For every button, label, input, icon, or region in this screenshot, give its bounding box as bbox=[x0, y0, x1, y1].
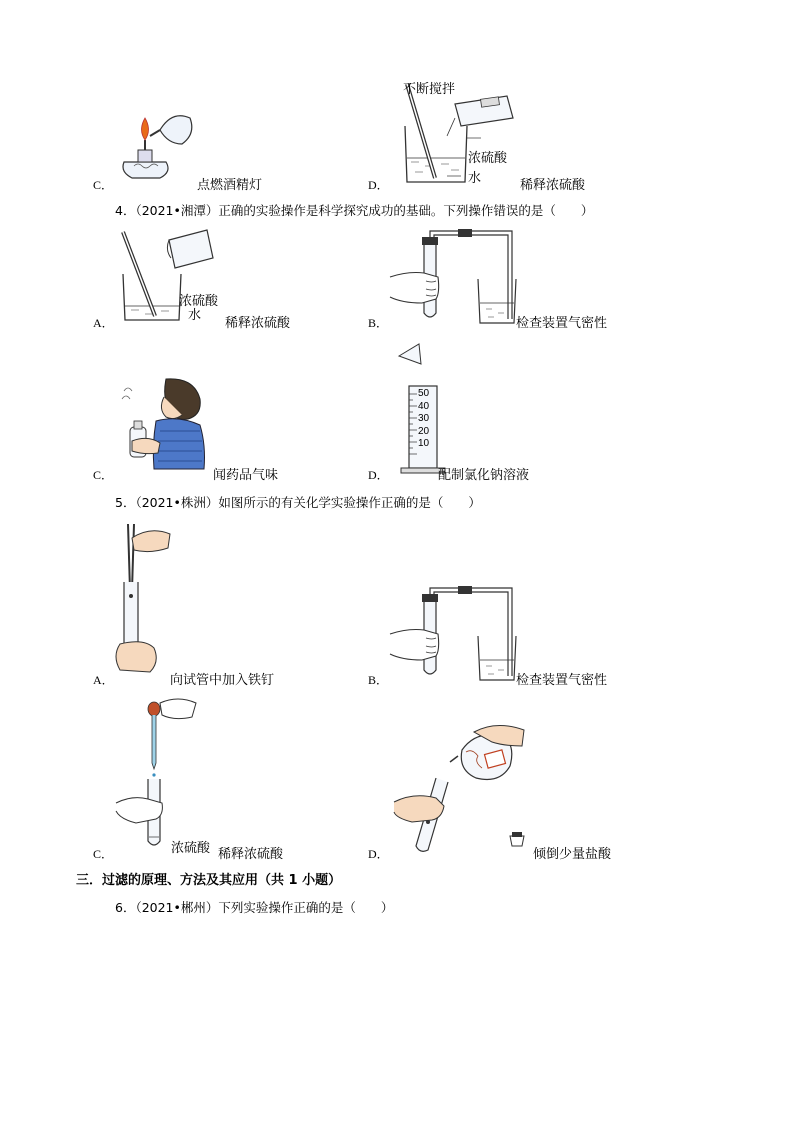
cylinder-scale bbox=[418, 388, 434, 451]
q5-option-c-caption: 稀释浓硫酸 bbox=[218, 847, 284, 862]
q4-stem: 4．（2021•湘潭）正确的实验操作是科学探究成功的基础。下列操作错误的是（ ） bbox=[115, 203, 594, 218]
d-label-acid: 浓硫酸 bbox=[468, 151, 508, 166]
q4-option-c-caption: 闻药品气味 bbox=[213, 468, 279, 483]
q3-option-d-letter: D． bbox=[368, 178, 389, 192]
q3-option-c-caption: 点燃酒精灯 bbox=[197, 178, 263, 193]
q5-option-d-caption: 倾倒少量盐酸 bbox=[533, 847, 612, 862]
q4-option-b-letter: B． bbox=[368, 316, 389, 330]
q4-option-b-caption: 检查装置气密性 bbox=[516, 316, 608, 331]
q4-option-d-caption: 配制氯化钠溶液 bbox=[438, 468, 530, 483]
airtightness-check-figure-2 bbox=[390, 590, 520, 685]
q5-option-c-letter: C． bbox=[93, 847, 114, 861]
d-label-water: 水 bbox=[468, 171, 482, 186]
q4-option-a-letter: A． bbox=[93, 316, 114, 330]
scale-label: 50 bbox=[418, 388, 430, 399]
q5-option-a-caption: 向试管中加入铁钉 bbox=[170, 673, 275, 688]
alcohol-lamp-lighting-figure bbox=[112, 100, 202, 185]
dropper-dilute-acid-figure bbox=[112, 695, 202, 855]
add-iron-nail-figure bbox=[110, 520, 180, 680]
smell-chemical-figure bbox=[118, 375, 210, 470]
section-3-title: 三．过滤的原理、方法及其应用（共 1 小题） bbox=[76, 873, 342, 888]
q5-option-b-letter: B． bbox=[368, 673, 389, 687]
scale-label: 30 bbox=[418, 413, 430, 424]
pour-hydrochloric-acid-figure bbox=[392, 722, 532, 857]
q5-stem: 5．（2021•株洲）如图所示的有关化学实验操作正确的是（ ） bbox=[115, 495, 481, 510]
q5-c-label-acid: 浓硫酸 bbox=[171, 841, 211, 856]
q5-option-b-caption: 检查装置气密性 bbox=[516, 673, 608, 688]
q4-option-d-letter: D． bbox=[368, 468, 389, 482]
q4-a-label-water: 水 bbox=[188, 308, 202, 323]
scale-label: 20 bbox=[418, 425, 430, 437]
q3-option-d-caption: 稀释浓硫酸 bbox=[520, 178, 586, 193]
q6-stem: 6．（2021•郴州）下列实验操作正确的是（ ） bbox=[115, 900, 394, 915]
q5-option-a-letter: A． bbox=[93, 673, 114, 687]
scale-label: 10 bbox=[418, 438, 430, 449]
d-label-stir: 不断搅拌 bbox=[403, 82, 456, 97]
q3-option-c-letter: C． bbox=[93, 178, 114, 192]
q5-option-d-letter: D． bbox=[368, 847, 389, 861]
q4-option-a-caption: 稀释浓硫酸 bbox=[225, 316, 291, 331]
q4-a-label-acid: 浓硫酸 bbox=[179, 294, 219, 309]
q4-option-c-letter: C． bbox=[93, 468, 114, 482]
scale-label: 40 bbox=[418, 400, 430, 412]
airtightness-check-figure-1 bbox=[390, 233, 520, 328]
